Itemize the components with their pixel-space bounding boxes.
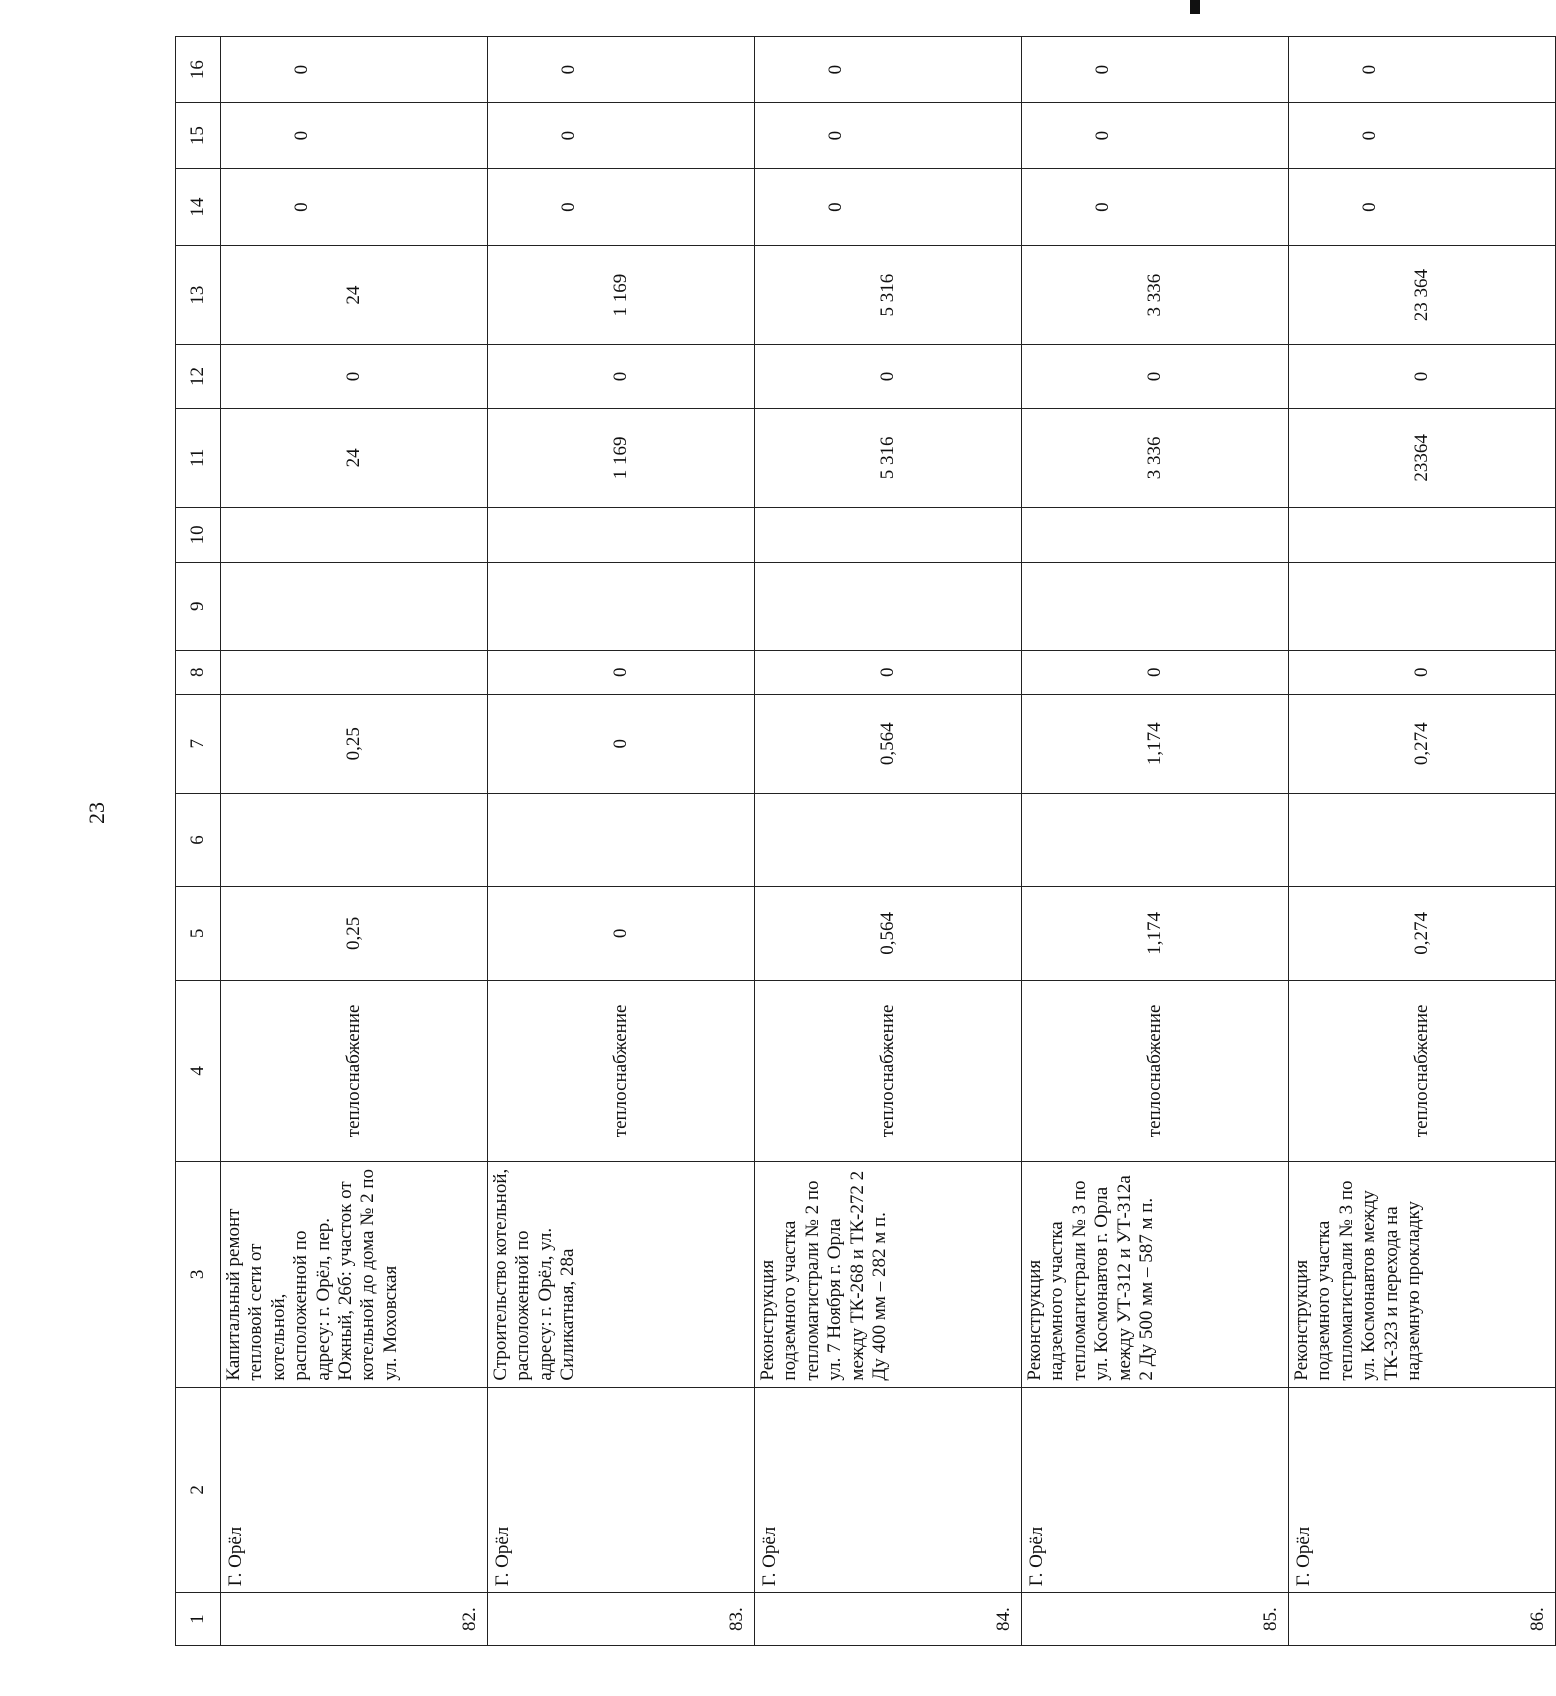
value-cell xyxy=(1289,562,1556,650)
value-cell: 0 xyxy=(1022,650,1289,694)
value-cell: 0 xyxy=(1022,37,1289,103)
value-cell: 0 xyxy=(755,650,1022,694)
value-cell: 0,274 xyxy=(1289,694,1556,793)
description-cell: Строительство котельной, расположенной по адресу: г. Орёл, ул. Силикатная, 28а xyxy=(488,1162,755,1387)
description-cell: Реконструкция подземного участка тепломагистрали № 2 по ул. 7 Ноября г. Орла между ТК-268 и ТК-272 2 Ду 400 мм – 282 м п. xyxy=(755,1162,1022,1387)
value-cell: 3 336 xyxy=(1022,246,1289,345)
value-cell: 23364 xyxy=(1289,408,1556,507)
value-cell xyxy=(488,793,755,886)
row-number: 85. xyxy=(1022,1593,1289,1646)
row-number: 84. xyxy=(755,1593,1022,1646)
value-cell xyxy=(1289,793,1556,886)
header-cell: 7 xyxy=(176,694,221,793)
table-row xyxy=(755,37,1022,1646)
header-cell: 12 xyxy=(176,345,221,409)
purpose-cell: теплоснабжение xyxy=(1022,980,1289,1161)
value-cell: 0,25 xyxy=(221,887,488,980)
value-cell: 0 xyxy=(1289,650,1556,694)
header-cell: 6 xyxy=(176,793,221,886)
header-cell: 4 xyxy=(176,980,221,1161)
value-cell: 0 xyxy=(755,103,1022,169)
value-cell: 1 169 xyxy=(488,408,755,507)
value-cell xyxy=(221,562,488,650)
value-cell: 0 xyxy=(221,169,488,246)
row-number: 83. xyxy=(488,1593,755,1646)
value-cell: 0 xyxy=(1289,37,1556,103)
value-cell: 5 316 xyxy=(755,246,1022,345)
description-cell: Капитальный ремонт тепловой сети от котельной, расположенной по адресу: г. Орёл, пер. Южный, 26б: участок от котельной до дома № 2 по ул. Моховская xyxy=(221,1162,488,1387)
value-cell xyxy=(221,793,488,886)
description-cell: Реконструкция надземного участка тепломагистрали № 3 по ул. Космонавтов г. Орла между УТ-312 и УТ-312а 2 Ду 500 мм – 587 м п. xyxy=(1022,1162,1289,1387)
value-cell: 0 xyxy=(1289,103,1556,169)
header-cell: 3 xyxy=(176,1162,221,1387)
value-cell: 1,174 xyxy=(1022,694,1289,793)
value-cell: 0 xyxy=(755,37,1022,103)
header-cell: 14 xyxy=(176,169,221,246)
header-cell: 1 xyxy=(176,1593,221,1646)
value-cell xyxy=(755,793,1022,886)
value-cell xyxy=(1289,507,1556,562)
value-cell: 23 364 xyxy=(1289,246,1556,345)
value-cell: 0,274 xyxy=(1289,887,1556,980)
value-cell: 0 xyxy=(488,887,755,980)
value-cell: 1,174 xyxy=(1022,887,1289,980)
header-cell: 9 xyxy=(176,562,221,650)
rotated-table-container xyxy=(175,36,1548,1646)
header-cell: 5 xyxy=(176,887,221,980)
value-cell xyxy=(755,507,1022,562)
description-cell: Реконструкция подземного участка тепломагистрали № 3 по ул. Космонавтов между ТК-323 и перехода на надземную прокладку xyxy=(1289,1162,1556,1387)
value-cell: 0 xyxy=(221,103,488,169)
header-cell: 11 xyxy=(176,408,221,507)
value-cell: 24 xyxy=(221,246,488,345)
value-cell: 3 336 xyxy=(1022,408,1289,507)
value-cell xyxy=(488,562,755,650)
value-cell xyxy=(755,562,1022,650)
value-cell: 0 xyxy=(1289,169,1556,246)
value-cell: 0 xyxy=(221,37,488,103)
header-cell: 2 xyxy=(176,1387,221,1593)
value-cell: 0 xyxy=(221,345,488,409)
purpose-cell: теплоснабжение xyxy=(1289,980,1556,1161)
works-table xyxy=(175,36,1556,1646)
table-row xyxy=(488,37,755,1646)
value-cell: 0,564 xyxy=(755,694,1022,793)
header-cell: 10 xyxy=(176,507,221,562)
value-cell xyxy=(488,507,755,562)
purpose-cell: теплоснабжение xyxy=(488,980,755,1161)
value-cell: 0 xyxy=(755,169,1022,246)
scan-edge-mark xyxy=(1190,0,1200,14)
value-cell: 0 xyxy=(1289,345,1556,409)
table-row xyxy=(221,37,488,1646)
value-cell: 0 xyxy=(488,694,755,793)
value-cell: 0 xyxy=(1022,169,1289,246)
header-cell: 15 xyxy=(176,103,221,169)
row-number: 86. xyxy=(1289,1593,1556,1646)
page-number: 23 xyxy=(84,802,109,824)
city-cell: Г. Орёл xyxy=(755,1387,1022,1593)
header-cell: 8 xyxy=(176,650,221,694)
city-cell: Г. Орёл xyxy=(1022,1387,1289,1593)
city-cell: Г. Орёл xyxy=(488,1387,755,1593)
value-cell xyxy=(1022,562,1289,650)
value-cell: 0 xyxy=(488,169,755,246)
value-cell: 0 xyxy=(755,345,1022,409)
table-row xyxy=(1289,37,1556,1646)
value-cell: 0 xyxy=(488,37,755,103)
city-cell: Г. Орёл xyxy=(1289,1387,1556,1593)
value-cell: 24 xyxy=(221,408,488,507)
value-cell: 0 xyxy=(488,345,755,409)
value-cell: 0 xyxy=(1022,345,1289,409)
value-cell: 0,564 xyxy=(755,887,1022,980)
header-row xyxy=(176,37,221,1646)
value-cell xyxy=(1022,793,1289,886)
value-cell xyxy=(221,507,488,562)
value-cell: 0 xyxy=(1022,103,1289,169)
header-cell: 13 xyxy=(176,246,221,345)
table-row xyxy=(1022,37,1289,1646)
value-cell: 0,25 xyxy=(221,694,488,793)
purpose-cell: теплоснабжение xyxy=(755,980,1022,1161)
value-cell: 0 xyxy=(488,650,755,694)
value-cell: 1 169 xyxy=(488,246,755,345)
value-cell xyxy=(221,650,488,694)
value-cell: 5 316 xyxy=(755,408,1022,507)
value-cell xyxy=(1022,507,1289,562)
header-cell: 16 xyxy=(176,37,221,103)
row-number: 82. xyxy=(221,1593,488,1646)
value-cell: 0 xyxy=(488,103,755,169)
city-cell: Г. Орёл xyxy=(221,1387,488,1593)
purpose-cell: теплоснабжение xyxy=(221,980,488,1161)
